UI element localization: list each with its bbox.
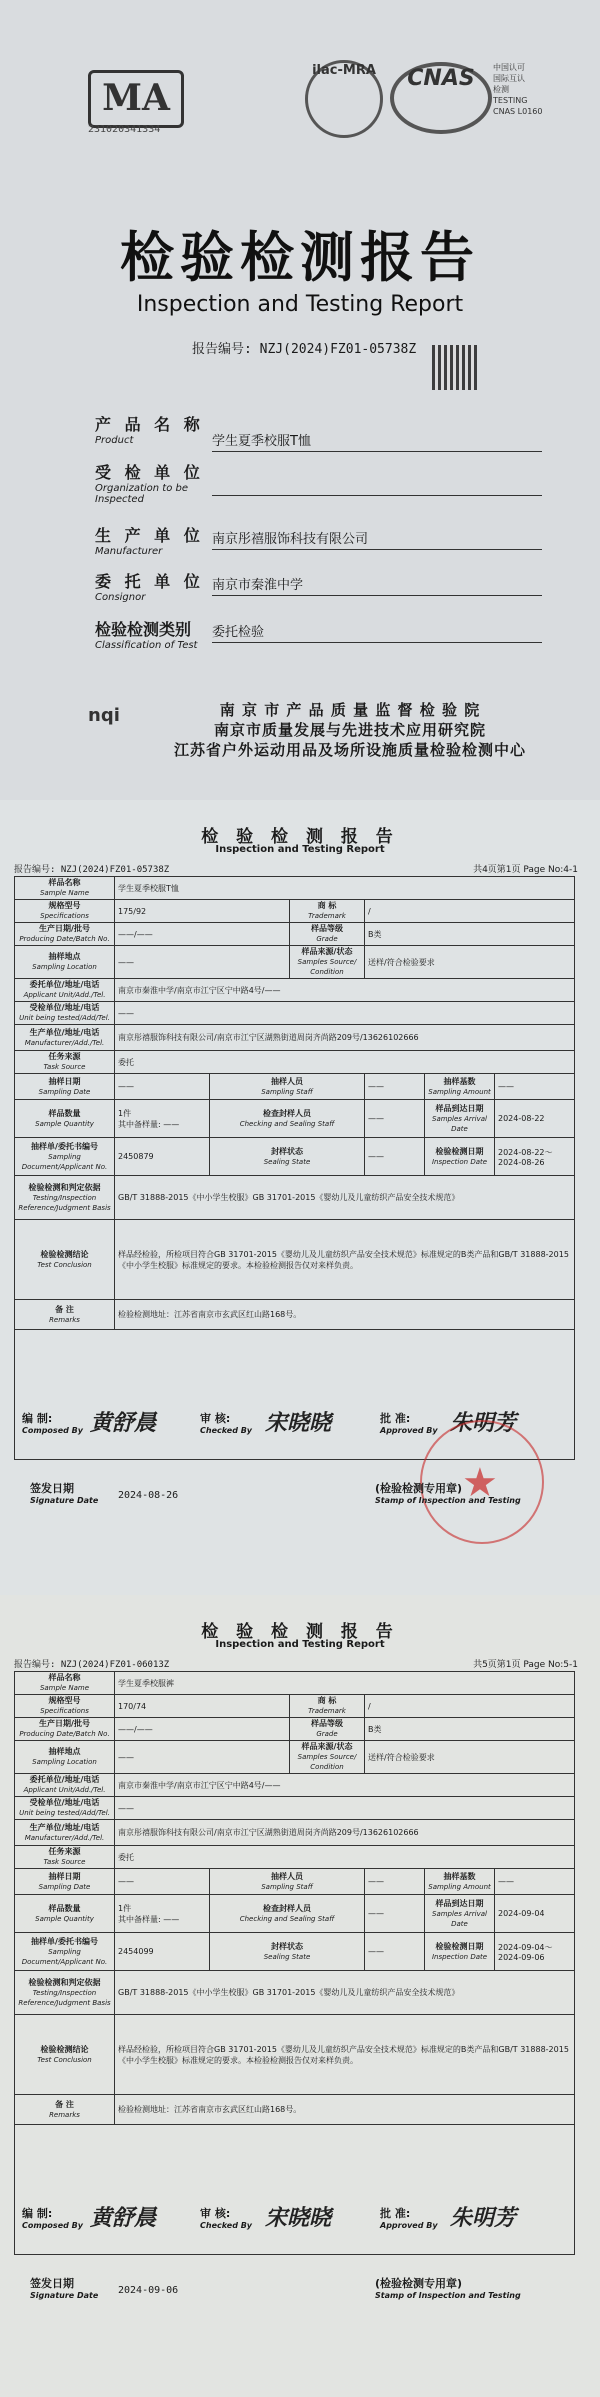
field-manufacturer-value: 南京彤禧服饰科技有限公司 <box>212 528 542 550</box>
signature-date-label: 签发日期 Signature Date <box>30 1482 99 1505</box>
field-product-value: 学生夏季校服T恤 <box>212 430 542 452</box>
checker-signature: 宋晓晓 <box>265 2205 332 2231</box>
report-title: 检 验 检 测 报 告 <box>201 827 399 847</box>
grade-value: B类 <box>365 923 575 946</box>
field-consignor-label: 委 托 单 位 Consignor <box>95 572 204 603</box>
conclusion-value: 样品经检验，所检项目符合GB 31701-2015《婴幼儿及儿童纺织产品安全技术规范》标准规定的B类产品和GB/T 31888-2015《中小学生校服》标准规定的要求。本检验检测报告仅对来样负责。 <box>115 1220 575 1300</box>
approver-signature: 朱明芳 <box>450 2205 517 2231</box>
signature-date-label: 签发日期 Signature Date <box>30 2277 99 2300</box>
inspection-date-value: 2024-09-04～2024-09-06 <box>495 1933 575 1971</box>
report-table: 样品名称 Sample Name 学生夏季校服裤 规格型号 Specifications 170/74 商 标 Trademark / 生产日期/批号 Producing Date/Batch No. ——/—— 样品等级 Grade B类 抽样地点 Sampling Location —— 样品来源/状态 Samples Source/ Condition 送样/符合检验要求 委托单位/地址/电话 Applicant Unit/Add./Tel. 南京市秦淮中学/南京市江宁区宁中路4号/—— 受检单位/地址/电话 Unit being tested/Add/Tel. —— 生产单位/地址/电话 Manufacturer/Add./Tel. 南京彤禧服饰科技有限公司/南京市江宁区湖熟街道周岗齐尚路209号/13626102666 任务来源 Task Source 委托 抽样日期 Sampling Date —— 抽样人员 Sampling Staff —— 抽样基数 Sampling Amount —— 样品数量 Sample Quantity 1件 其中备样量: —— 检查封样人员 Checking and Sealing Staff —— 样品到达日期 Samples Arrival Date 2024-09-04 抽样单/委托书编号 Sampling Document/Applicant No. 2454099 封样状态 Sealing State —— 检验检测日期 Inspection Date 2024-09-04～2024-09-06 检验检测和判定依据 Testing/Inspection Reference/Judgment Basis GB/T 31888-2015《中小学生校服》GB 31701-2015《婴幼儿及儿童纺织产品安全技术规范》 检验检测结论 Test Conclusion 样品经检验，所检项目符合GB 31701-2015《婴幼儿及儿童纺织产品安全技术规范》标准规定的B类产品和GB/T 31888-2015《中小学生校服》标准规定的要求。本检验检测报告仅对来样负责。 备 注 Remarks 检验检测地址：江苏省南京市玄武区红山路168号。 <box>14 1671 575 2255</box>
document-no-value: 2450879 <box>115 1138 210 1176</box>
report-cover-page <box>0 0 600 800</box>
remarks-value: 检验检测地址：江苏省南京市玄武区红山路168号。 <box>115 1300 575 1330</box>
approved-by-label: 批 准: Approved By <box>380 1412 438 1435</box>
quantity-value: 1件 其中备样量: —— <box>115 1895 210 1933</box>
field-inspected-label: 受 检 单 位 Organization to be Inspected <box>95 463 204 505</box>
spec-value: 175/92 <box>115 900 290 923</box>
cover-report-number: 报告编号: NZJ(2024)FZ01-05738Z <box>192 342 417 357</box>
field-consignor-value: 南京市秦淮中学 <box>212 574 542 596</box>
report-subtitle: Inspection and Testing Report <box>215 1639 385 1650</box>
consignor-value: 南京市秦淮中学/南京市江宁区宁中路4号/—— <box>115 1774 575 1797</box>
cma-logo: MA <box>88 70 184 128</box>
report-number: 报告编号: NZJ(2024)FZ01-05738Z <box>14 865 170 875</box>
quantity-value: 1件 其中备样量: —— <box>115 1100 210 1138</box>
spec-value: 170/74 <box>115 1695 290 1718</box>
composed-by-label: 编 制: Composed By <box>22 2207 83 2230</box>
inspected-value: —— <box>115 1002 575 1025</box>
sample-name-value: 学生夏季校服T恤 <box>115 877 575 900</box>
nqi-logo: nqi <box>88 705 120 726</box>
checked-by-label: 审 核: Checked By <box>200 2207 253 2230</box>
inspected-value: —— <box>115 1797 575 1820</box>
trademark-value: / <box>365 1695 575 1718</box>
field-manufacturer-label: 生 产 单 位 Manufacturer <box>95 526 204 557</box>
approver-signature: 朱明芳 <box>450 1410 517 1436</box>
task-value: 委托 <box>115 1051 575 1074</box>
manufacturer-value: 南京彤禧服饰科技有限公司/南京市江宁区湖熟街道周岗齐尚路209号/13626102666 <box>115 1820 575 1846</box>
arrival-date-value: 2024-08-22 <box>495 1100 575 1138</box>
field-classification-value: 委托检验 <box>212 621 542 643</box>
signature-date-value: 2024-09-06 <box>118 2285 179 2296</box>
document-no-value: 2454099 <box>115 1933 210 1971</box>
date-value: ——/—— <box>115 1718 290 1741</box>
signature-area <box>15 2125 575 2255</box>
condition-value: 送样/符合检验要求 <box>365 946 575 979</box>
reference-value: GB/T 31888-2015《中小学生校服》GB 31701-2015《婴幼儿及儿童纺织产品安全技术规范》 <box>115 1971 575 2015</box>
official-stamp: ★ <box>420 1420 544 1544</box>
stamp-label: (检验检测专用章) Stamp of Inspection and Testing <box>375 2277 521 2300</box>
issuing-organization: 南 京 市 产 品 质 量 监 督 检 验 院 南京市质量发展与先进技术应用研究院 江苏省户外运动用品及场所设施质量检验检测中心 <box>173 701 526 759</box>
composer-signature: 黄舒晨 <box>90 1410 157 1436</box>
cma-code: 231020341334 <box>88 124 161 135</box>
location-value: —— <box>115 946 290 979</box>
cover-subtitle: Inspection and Testing Report <box>136 292 464 317</box>
consignor-value: 南京市秦淮中学/南京市江宁区宁中路4号/—— <box>115 979 575 1002</box>
report-page-2 <box>0 1595 600 2397</box>
signature-date-value: 2024-08-26 <box>118 1490 179 1501</box>
conclusion-value: 样品经检验，所检项目符合GB 31701-2015《婴幼儿及儿童纺织产品安全技术规范》标准规定的B类产品和GB/T 31888-2015《中小学生校服》标准规定的要求。本检验检测报告仅对来样负责。 <box>115 2015 575 2095</box>
report-table: 样品名称 Sample Name 学生夏季校服T恤 规格型号 Specifications 175/92 商 标 Trademark / 生产日期/批号 Producing Date/Batch No. ——/—— 样品等级 Grade B类 抽样地点 Sampling Location —— 样品来源/状态 Samples Source/ Condition 送样/符合检验要求 委托单位/地址/电话 Applicant Unit/Add./Tel. 南京市秦淮中学/南京市江宁区宁中路4号/—— 受检单位/地址/电话 Unit being tested/Add/Tel. —— 生产单位/地址/电话 Manufacturer/Add./Tel. 南京彤禧服饰科技有限公司/南京市江宁区湖熟街道周岗齐尚路209号/13626102666 任务来源 Task Source 委托 抽样日期 Sampling Date —— 抽样人员 Sampling Staff —— 抽样基数 Sampling Amount —— 样品数量 Sample Quantity 1件 其中备样量: —— 检查封样人员 Checking and Sealing Staff —— 样品到达日期 Samples Arrival Date 2024-08-22 抽样单/委托书编号 Sampling Document/Applicant No. 2450879 封样状态 Sealing State —— 检验检测日期 Inspection Date 2024-08-22～2024-08-26 检验检测和判定依据 Testing/Inspection Reference/Judgment Basis GB/T 31888-2015《中小学生校服》GB 31701-2015《婴幼儿及儿童纺织产品安全技术规范》 检验检测结论 Test Conclusion 样品经检验，所检项目符合GB 31701-2015《婴幼儿及儿童纺织产品安全技术规范》标准规定的B类产品和GB/T 31888-2015《中小学生校服》标准规定的要求。本检验检测报告仅对来样负责。 备 注 Remarks 检验检测地址：江苏省南京市玄武区红山路168号。 <box>14 876 575 1460</box>
remarks-value: 检验检测地址：江苏省南京市玄武区红山路168号。 <box>115 2095 575 2125</box>
composer-signature: 黄舒晨 <box>90 2205 157 2231</box>
trademark-value: / <box>365 900 575 923</box>
field-product-label: 产 品 名 称 Product <box>95 415 204 446</box>
page-info: 共4页第1页 Page No:4-1 <box>473 865 578 875</box>
report-title: 检 验 检 测 报 告 <box>201 1622 399 1642</box>
manufacturer-value: 南京彤禧服饰科技有限公司/南京市江宁区湖熟街道周岗齐尚路209号/13626102666 <box>115 1025 575 1051</box>
condition-value: 送样/符合检验要求 <box>365 1741 575 1774</box>
task-value: 委托 <box>115 1846 575 1869</box>
page-info: 共5页第1页 Page No:5-1 <box>473 1660 578 1670</box>
sample-name-label: 样品名称 Sample Name <box>15 1672 115 1695</box>
checked-by-label: 审 核: Checked By <box>200 1412 253 1435</box>
sample-name-label: 样品名称 Sample Name <box>15 877 115 900</box>
checker-signature: 宋晓晓 <box>265 1410 332 1436</box>
inspection-date-value: 2024-08-22～2024-08-26 <box>495 1138 575 1176</box>
arrival-date-value: 2024-09-04 <box>495 1895 575 1933</box>
approved-by-label: 批 准: Approved By <box>380 2207 438 2230</box>
field-inspected-value <box>212 478 542 496</box>
cnas-logo: CNAS <box>390 62 492 134</box>
reference-value: GB/T 31888-2015《中小学生校服》GB 31701-2015《婴幼儿及儿童纺织产品安全技术规范》 <box>115 1176 575 1220</box>
cover-title: 检验检测报告 <box>120 225 480 289</box>
sample-name-value: 学生夏季校服裤 <box>115 1672 575 1695</box>
qr-code <box>432 345 477 390</box>
report-subtitle: Inspection and Testing Report <box>215 844 385 855</box>
grade-value: B类 <box>365 1718 575 1741</box>
date-value: ——/—— <box>115 923 290 946</box>
stamp-label: (检验检测专用章) Stamp of Inspection and Testing <box>375 1482 521 1505</box>
location-value: —— <box>115 1741 290 1774</box>
cnas-side-text: 中国认可 国际互认 检测 TESTING CNAS L0160 <box>493 63 543 116</box>
ilac-mra-logo: ilac-MRA <box>305 60 383 138</box>
report-number: 报告编号: NZJ(2024)FZ01-06013Z <box>14 1660 170 1670</box>
field-classification-label: 检验检测类别 Classification of Test <box>95 620 198 651</box>
report-page-1 <box>0 800 600 1595</box>
composed-by-label: 编 制: Composed By <box>22 1412 83 1435</box>
